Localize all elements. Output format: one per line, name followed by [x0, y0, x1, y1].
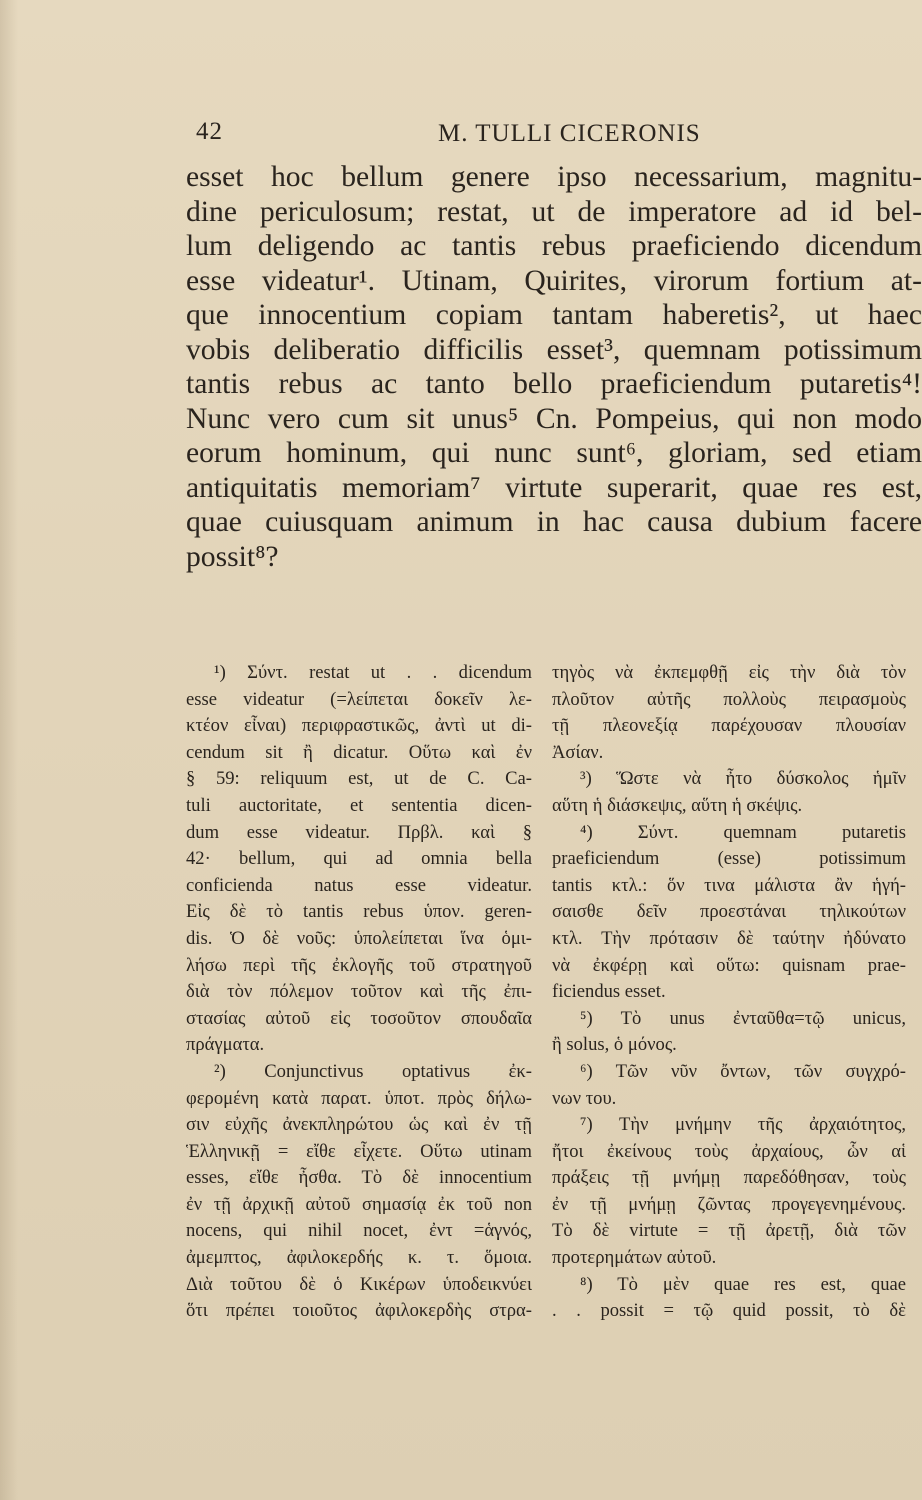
footnote-line: ficiendus esset.: [552, 981, 666, 1003]
footnote-line: esses, εἴθε ἦσθα. Τὸ δὲ innocentium: [186, 1167, 532, 1189]
footnote-line: ⁷) Τὴν μνήμην τῆς ἀρχαιότητος,: [580, 1114, 906, 1136]
footnote-line: ¹) Σύντ. restat ut . . dicendum: [214, 662, 532, 683]
footnotes-right-column: [552, 660, 906, 1325]
footnote-line: τηγὸς νὰ ἐκπεμφθῇ εἰς τὴν διὰ τὸν: [552, 662, 906, 683]
footnote-line: ὅτι πρέπει τοιοῦτος ἀφιλοκερδὴς στρα-: [186, 1300, 532, 1322]
running-head: [196, 118, 896, 152]
footnote-line: ⁶) Τῶν νῦν ὄντων, τῶν συγχρό-: [580, 1060, 906, 1082]
footnote-line: esse videatur (=λείπεται δοκεῖν λε-: [186, 688, 532, 710]
footnote-line: πράγματα.: [186, 1034, 265, 1056]
footnote-line: ἢ solus, ὁ μόνος.: [552, 1034, 677, 1056]
footnote-line: dum esse videatur. Πρβλ. καὶ §: [186, 821, 532, 843]
main-text-line: quae cuiusquam animum in hac causa dubium facere: [186, 506, 922, 538]
running-title: M. TULLI CICERONIS: [438, 120, 701, 147]
main-text-line: esset hoc bellum genere ipso necessarium, magnitu-: [186, 161, 922, 193]
main-text-block: [186, 160, 922, 574]
footnote-line: nocens, qui nihil nocet, ἐντ =ἁγνός,: [186, 1220, 532, 1242]
page-number: 42: [196, 118, 223, 145]
footnote-line: tuli auctoritate, et sententia dicen-: [186, 794, 532, 816]
footnote-line: τῇ πλεονεξίᾳ παρέχουσαν πλουσίαν: [552, 715, 906, 737]
footnotes-left-column: [186, 660, 532, 1325]
footnote-line: προτερημάτων αὐτοῦ.: [552, 1247, 717, 1269]
footnote-line: ἐν τῇ ἀρχικῇ αὐτοῦ σημασίᾳ ἐκ τοῦ non: [186, 1193, 532, 1215]
main-text-line: que innocentium copiam tantam haberetis², ut haec: [186, 299, 922, 331]
main-text-line: eorum hominum, qui nunc sunt⁶, gloriam, sed etiam: [186, 437, 922, 469]
main-text-line: esse videatur¹. Utinam, Quirites, virorum fortium at-: [186, 264, 922, 297]
footnote-line: Διὰ τοῦτου δὲ ὁ Κικέρων ὑποδεικνύει: [186, 1273, 532, 1295]
footnote-line: αὕτη ἡ διάσκεψις, αὕτη ἡ σκέψις.: [552, 794, 803, 816]
main-text-line: lum deligendo ac tantis rebus praeficiendo dicendum: [186, 230, 922, 262]
footnote-line: κτέον εἶναι) περιφραστικῶς, ἀντὶ ut di-: [186, 715, 532, 737]
footnote-line: ⁴) Σύντ. quemnam putaretis: [580, 821, 906, 843]
footnote-line: ἀμεμπτος, ἀφιλοκερδής κ. τ. ὅμοια.: [186, 1247, 532, 1269]
footnote-line: ⁸) Τὸ μὲν quae res est, quae: [580, 1273, 906, 1295]
footnote-line: νὰ ἐκφέρῃ καὶ οὕτω: quisnam prae-: [552, 954, 906, 976]
footnote-line: § 59: reliquum est, ut de C. Ca-: [186, 768, 532, 790]
footnote-line: σιν εὐχῆς ἀνεκπληρώτου ὡς καὶ ἐν τῇ: [186, 1114, 532, 1136]
footnote-line: . . possit = τῷ quid possit, τὸ δὲ: [552, 1300, 906, 1322]
footnote-line: ἐν τῇ μνήμῃ ζῶντας προγεγενημένους.: [552, 1193, 906, 1215]
main-text-line: possit⁸?: [186, 540, 279, 573]
footnote-line: dis. Ὁ δὲ νοῦς: ὑπολείπεται ἵνα ὁμι-: [186, 927, 532, 949]
footnote-line: ⁵) Τὸ unus ἐνταῦθα=τῷ unicus,: [580, 1007, 906, 1029]
footnote-line: διὰ τὸν πόλεμον τοῦτον καὶ τῆς ἐπι-: [186, 981, 532, 1003]
footnote-line: λήσω περὶ τῆς ἐκλογῆς τοῦ στρατηγοῦ: [186, 954, 532, 976]
main-text-line: dine periculosum; restat, ut de imperatore ad id bel-: [186, 195, 922, 228]
footnote-line: στασίας αὐτοῦ εἰς τοσοῦτον σπουδαῖα: [186, 1007, 532, 1029]
main-text-line: vobis deliberatio difficilis esset³, quemnam potissimum: [186, 333, 922, 366]
footnote-line: cendum sit ἢ dicatur. Οὕτω καὶ ἐν: [186, 741, 532, 763]
footnote-line: conficienda natus esse videatur.: [186, 874, 532, 896]
footnote-line: πλοῦτον αὐτῆς πολλοὺς πειρασμοὺς: [552, 688, 906, 710]
footnote-line: νων του.: [552, 1087, 617, 1109]
footnote-line: σαισθε δεῖν προεστάναι τηλικούτων: [552, 901, 906, 923]
page-edge-shadow: [0, 0, 18, 1500]
footnote-line: ³) Ὥστε νὰ ἦτο δύσκολος ἡμῖν: [580, 768, 906, 790]
main-text-line: antiquitatis memoriam⁷ virtute superarit, quae res est,: [186, 471, 922, 504]
main-text-line: tantis rebus ac tanto bello praeficiendum putaretis⁴!: [186, 368, 922, 400]
footnote-line: Εἰς δὲ τὸ tantis rebus ὑπον. geren-: [186, 901, 532, 923]
footnote-line: ²) Conjunctivus optativus ἐκ-: [214, 1060, 532, 1082]
footnote-line: ἤτοι ἐκείνους τοὺς ἀρχαίους, ὧν αἱ: [552, 1140, 906, 1162]
footnote-line: φερομένη κατὰ παρατ. ὑποτ. πρὸς δήλω-: [186, 1087, 532, 1109]
footnote-line: tantis κτλ.: ὅν τινα μάλιστα ἂν ἡγή-: [552, 874, 906, 896]
footnote-line: Ἀσίαν.: [552, 741, 604, 763]
footnote-line: Τὸ δὲ virtute = τῇ ἀρετῇ, διὰ τῶν: [552, 1220, 906, 1242]
footnote-line: πράξεις τῇ μνήμῃ παρεδόθησαν, τοὺς: [552, 1167, 906, 1189]
main-text-line: Nunc vero cum sit unus⁵ Cn. Pompeius, qui non modo: [186, 402, 922, 435]
footnote-line: praeficiendum (esse) potissimum: [552, 848, 906, 870]
footnote-line: 42· bellum, qui ad omnia bella: [186, 848, 532, 870]
footnote-line: κτλ. Τὴν πρότασιν δὲ ταύτην ἠδύνατο: [552, 927, 906, 949]
footnote-line: Ἑλληνικῇ = εἴθε εἶχετε. Οὕτω utinam: [186, 1140, 532, 1162]
